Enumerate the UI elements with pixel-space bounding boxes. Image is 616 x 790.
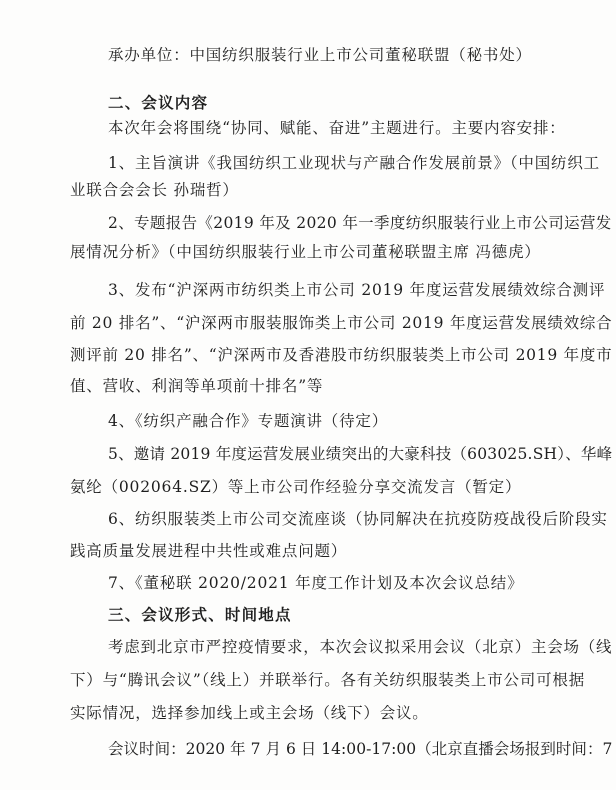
item-2-line-2: 展情况分析》（中国纺织服装行业上市公司董秘联盟主席 冯德虎） xyxy=(70,243,541,261)
item-2-line-1: 2、专题报告《2019 年及 2020 年一季度纺织服装行业上市公司运营发 xyxy=(108,214,612,232)
item-1-line-2: 业联合会会长 孙瑞哲） xyxy=(70,181,239,199)
item-6-line-2: 践高质量发展进程中共性或难点问题） xyxy=(70,542,348,560)
item-7: 7、《董秘联 2020/2021 年度工作计划及本次会议总结》 xyxy=(108,574,524,592)
item-3-line-3: 测评前 20 排名”、“沪深两市及香港股市纺织服装类上市公司 2019 年度市 xyxy=(70,346,613,364)
item-4: 4、《纺织产融合作》专题演讲（待定） xyxy=(108,412,389,430)
section-3-para-line-3: 实际情况，选择参加线上或主会场（线下）会议。 xyxy=(70,704,429,722)
item-3-line-2: 前 20 排名”、“沪深两市服装服饰类上市公司 2019 年度运营发展绩效综合 xyxy=(70,314,613,332)
organizer-line: 承办单位：中国纺织服装行业上市公司董秘联盟（秘书处） xyxy=(108,46,532,64)
section-3-para-line-2: 下）与“腾讯会议”（线上）并联举行。各有关纺织服装类上市公司可根据 xyxy=(70,671,586,689)
section-3-para-line-1: 考虑到北京市严控疫情要求，本次会议拟采用会议（北京）主会场（线 xyxy=(108,638,613,656)
item-3-line-1: 3、发布“沪深两市纺织类上市公司 2019 年度运营发展绩效综合测评 xyxy=(108,281,606,299)
item-3-line-4: 值、营收、利润等单项前十排名”等 xyxy=(70,377,324,395)
item-5-line-1: 5、邀请 2019 年度运营发展业绩突出的大豪科技（603025.SH）、华峰 xyxy=(108,445,613,463)
section-2-heading: 二、会议内容 xyxy=(108,94,209,112)
intro-paragraph: 本次年会将围绕“协同、赋能、奋进”主题进行。主要内容安排： xyxy=(108,119,566,137)
item-1-line-1: 1、主旨演讲《我国纺织工业现状与产融合作发展前景》（中国纺织工 xyxy=(108,154,600,172)
item-6-line-1: 6、纺织服装类上市公司交流座谈（协同解决在抗疫防疫战役后阶段实 xyxy=(108,510,608,528)
item-5-line-2: 氨纶（002064.SZ）等上市公司作经验分享交流发言（暂定） xyxy=(70,478,522,496)
section-3-heading: 三、会议形式、时间地点 xyxy=(108,606,292,624)
meeting-time: 会议时间：2020 年 7 月 6 日 14:00-17:00（北京直播会场报到时间：7 xyxy=(108,740,613,758)
